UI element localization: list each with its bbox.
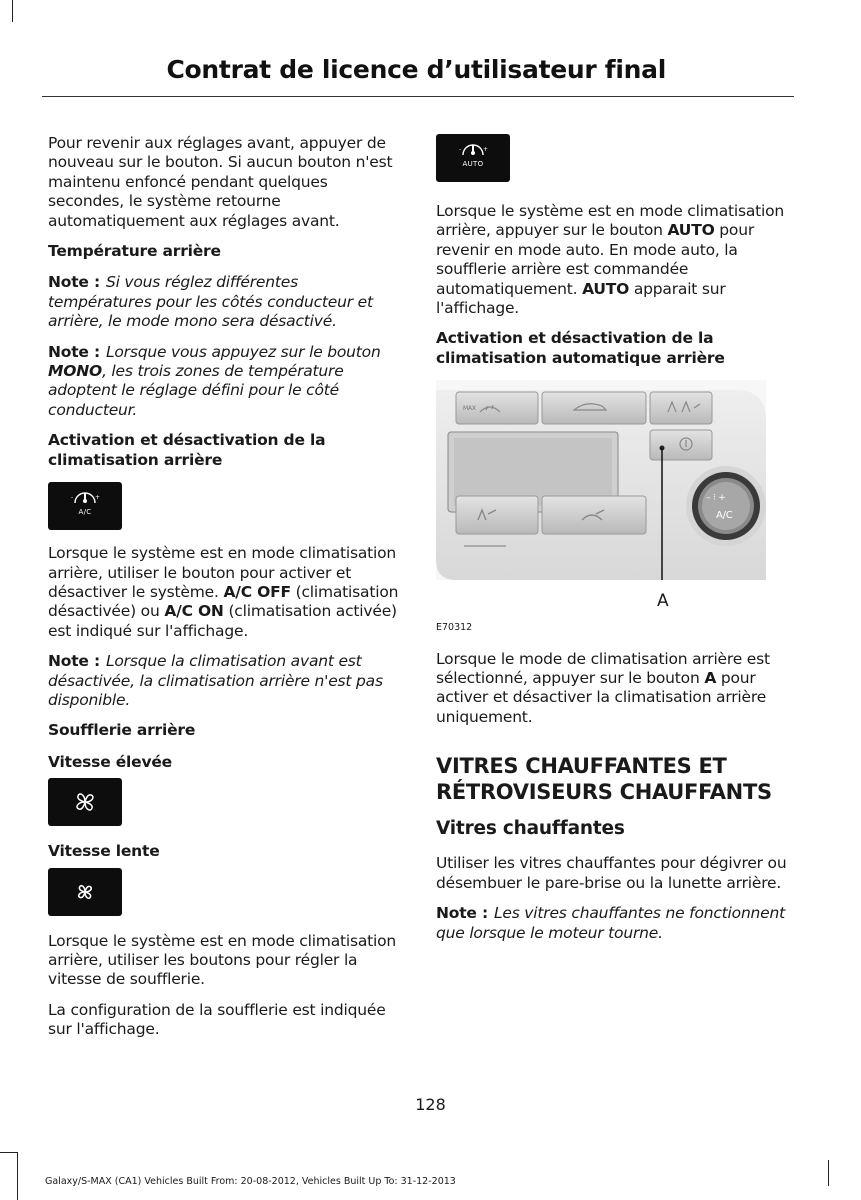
note-text: Les vitres chauffantes ne fonctionnent que lorsque le moteur tourne. (436, 904, 786, 942)
a-keyword: A (704, 669, 717, 688)
svg-text:+: + (483, 146, 488, 154)
crop-mark (828, 1160, 829, 1186)
crop-mark (0, 1152, 18, 1153)
blower-paragraph: Lorsque le système est en mode climatisation arrière, utiliser les boutons pour régler la vitesse de soufflerie. (48, 931, 397, 989)
note-mono-button (48, 343, 404, 421)
ac-off-keyword: A/C OFF (223, 582, 291, 601)
low-speed-button (48, 868, 122, 916)
subheading-heated-windows: Vitres chauffantes (436, 818, 625, 840)
note-label: Note : (48, 342, 100, 361)
heading-auto-activation: Activation et désactivation de la climatisation automatique arrière (436, 329, 725, 367)
note-mono-disabled (48, 273, 404, 331)
mode-text: pour activer et désactiver la climatisation arrière uniquement. (436, 669, 767, 726)
ac-text: (climatisation activée) est indiqué sur l'affichage. (48, 602, 397, 640)
page-number: 128 (415, 1095, 446, 1114)
config-paragraph: La configuration de la soufflerie est indiquée sur l'affichage. (48, 1000, 386, 1039)
heading-rear-blower: Soufflerie arrière (48, 721, 196, 740)
auto-text: Lorsque le système est en mode climatisation arrière, appuyer sur le bouton (436, 202, 785, 240)
control-panel-figure (436, 380, 766, 612)
note-label: Note : (48, 652, 100, 671)
auto-button (436, 134, 510, 182)
auto-keyword: AUTO (667, 221, 715, 240)
figure-code: E70312 (436, 622, 473, 634)
figure-callout-a: A (657, 591, 669, 612)
note-text: Lorsque la climatisation avant est désactivée, la climatisation arrière n'est pas disponible. (48, 652, 383, 709)
svg-text:-: - (459, 146, 461, 154)
auto-paragraph (436, 202, 792, 318)
crop-mark (12, 0, 13, 22)
note-text: Lorsque vous appuyez sur le bouton (105, 342, 381, 361)
high-speed-button (48, 778, 122, 826)
mode-paragraph (436, 650, 792, 728)
note-text: Si vous réglez différentes températures pour les côtés conducteur et arrière, le mode mono sera désactivé. (48, 273, 373, 331)
note-front-ac (48, 652, 404, 710)
note-heated-windows (436, 904, 792, 943)
control-panel-illustration (436, 380, 766, 580)
mode-text: Lorsque le mode de climatisation arrière est sélectionné, appuyer sur le bouton (436, 649, 770, 688)
ac-text: (climatisation désactivée) ou (48, 582, 399, 621)
svg-text:– ⁝ +: – ⁝ + (706, 493, 726, 504)
note-text: , les trois zones de température adoptent le réglage défini pour le côté conducteur. (48, 362, 344, 419)
auto-text: apparait sur l'affichage. (436, 279, 726, 318)
knob-ac-label: A/C (716, 510, 733, 522)
rear-ac-button (48, 482, 122, 530)
ac-paragraph (48, 544, 404, 641)
svg-text:-: - (71, 494, 73, 502)
fan-large-icon (71, 788, 99, 816)
ac-on-keyword: A/C ON (164, 602, 224, 621)
right-column (436, 134, 792, 954)
intro-paragraph: Pour revenir aux réglages avant, appuyer de nouveau sur le bouton. Si aucun bouton n'est maintenu enfoncé pendant quelques secondes, le système retourne automatiquement aux réglages avant. (48, 134, 393, 230)
note-label: Note : (48, 273, 100, 292)
rear-ac-button-label: A/C (78, 508, 92, 517)
heading-rear-temperature: Température arrière (48, 242, 221, 261)
svg-text:+: + (95, 494, 100, 502)
auto-text: pour revenir en mode auto. En mode auto, la soufflerie arrière est commandée automatiquement. (436, 221, 754, 298)
max-label: MAX (463, 405, 476, 413)
mono-keyword: MONO (48, 362, 102, 381)
heading-low-speed: Vitesse lente (48, 842, 160, 861)
auto-button-label: AUTO (462, 160, 484, 169)
heated-paragraph: Utiliser les vitres chauffantes pour dégivrer ou désembuer le pare-brise ou la lunette arrière. (436, 854, 787, 892)
vehicle-info-footer: Galaxy/S-MAX (CA1) Vehicles Built From: 20-08-2012, Vehicles Built Up To: 31-12-2013 (45, 1176, 456, 1187)
ac-text: Lorsque le système est en mode climatisation arrière, utiliser le bouton pour activer et désactiver le système. (48, 544, 397, 601)
page-title: Contrat de licence d’utilisateur final (166, 55, 666, 84)
heading-rear-ac-activation: Activation et désactivation de la climatisation arrière (48, 431, 326, 469)
heading-high-speed: Vitesse élevée (48, 752, 172, 771)
left-column (48, 134, 404, 1051)
fan-small-icon (74, 881, 96, 903)
crop-mark (17, 1152, 18, 1200)
header-rule (42, 96, 794, 97)
auto-keyword: AUTO (582, 279, 630, 298)
note-label: Note : (436, 904, 488, 923)
section-heading-heated-windows: VITRES CHAUFFANTES ET RÉTROVISEURS CHAUFFANTS (436, 754, 772, 805)
